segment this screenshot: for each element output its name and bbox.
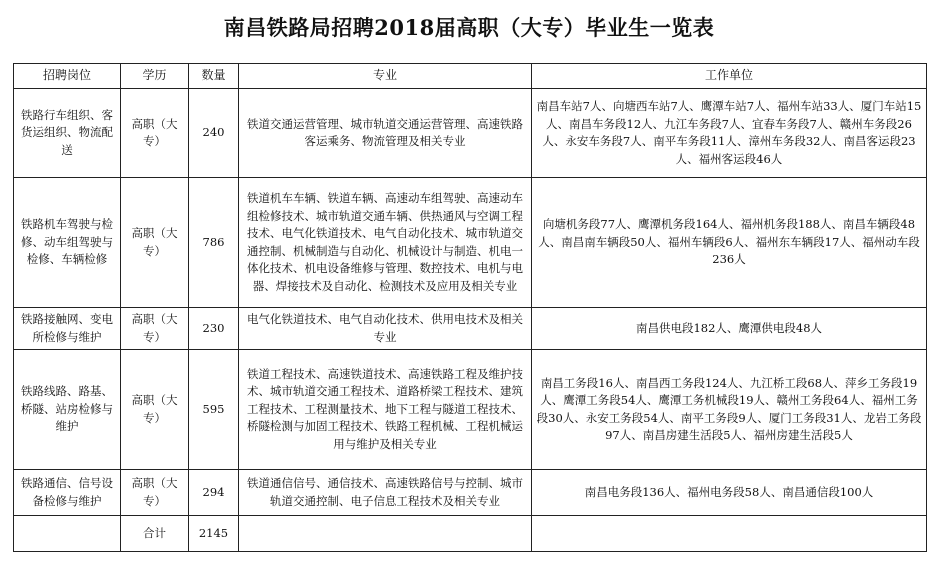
- major-cell: 电气化铁道技术、电气自动化技术、供用电技术及相关专业: [239, 308, 532, 350]
- position-cell: 铁路通信、信号设备检修与维护: [14, 470, 121, 516]
- total-row: [14, 516, 927, 552]
- education-cell: 高职（大专）: [121, 308, 189, 350]
- recruitment-table: [13, 63, 927, 552]
- total-count: 2145: [189, 516, 239, 552]
- position-cell: 铁路线路、路基、桥隧、站房检修与维护: [14, 350, 121, 470]
- page-title: 南昌铁路局招聘2018届高职（大专）毕业生一览表: [223, 15, 715, 40]
- count-cell: 230: [189, 308, 239, 350]
- position-cell: 铁路机车驾驶与检修、动车组驾驶与检修、车辆检修: [14, 178, 121, 308]
- table-row: [14, 470, 927, 516]
- table-row: [14, 178, 927, 308]
- count-cell: 595: [189, 350, 239, 470]
- table-row: [14, 350, 927, 470]
- count-cell: 786: [189, 178, 239, 308]
- table-row: [14, 308, 927, 350]
- education-cell: 高职（大专）: [121, 89, 189, 178]
- major-cell: 铁道通信信号、通信技术、高速铁路信号与控制、城市轨道交通控制、电子信息工程技术及相关专业: [239, 470, 532, 516]
- table-row: [14, 89, 927, 178]
- education-cell: 高职（大专）: [121, 470, 189, 516]
- count-cell: 240: [189, 89, 239, 178]
- unit-cell: 南昌工务段16人、南昌西工务段124人、九江桥工段68人、萍乡工务段19人、鹰潭工务段54人、鹰潭工务机械段19人、赣州工务段64人、福州工务段30人、永安工务段54人、南平工务段9人、厦门工务段31人、龙岩工务段97人、南昌房建生活段5人、福州房建生活段5人: [532, 350, 927, 470]
- major-cell: 铁道交通运营管理、城市轨道交通运营管理、高速铁路客运乘务、物流管理及相关专业: [239, 89, 532, 178]
- major-cell: 铁道机车车辆、铁道车辆、高速动车组驾驶、高速动车组检修技术、城市轨道交通车辆、供热通风与空调工程技术、电气化铁道技术、电气自动化技术、城市轨道交通控制、机械制造与自动化、机械设计与制造、机电一体化技术、机电设备维修与管理、数控技术、电机与电器、焊接技术及自动化、检测技术及应用及相关专业: [239, 178, 532, 308]
- unit-cell: 南昌供电段182人、鹰潭供电段48人: [532, 308, 927, 350]
- header-unit: 工作单位: [532, 64, 927, 89]
- unit-cell: 向塘机务段77人、鹰潭机务段164人、福州机务段188人、南昌车辆段48人、南昌南车辆段50人、福州车辆段6人、福州东车辆段17人、福州动车段236人: [532, 178, 927, 308]
- total-empty-cell: [532, 516, 927, 552]
- position-cell: 铁路行车组织、客货运组织、物流配送: [14, 89, 121, 178]
- header-count: 数量: [189, 64, 239, 89]
- count-cell: 294: [189, 470, 239, 516]
- header-major: 专业: [239, 64, 532, 89]
- education-cell: 高职（大专）: [121, 178, 189, 308]
- unit-cell: 南昌车站7人、向塘西车站7人、鹰潭车站7人、福州车站33人、厦门车站15人、南昌车务段12人、九江车务段7人、宜春车务段7人、赣州车务段26人、永安车务段7人、南平车务段11人、漳州车务段32人、南昌客运段23人、福州客运段46人: [532, 89, 927, 178]
- header-position: 招聘岗位: [14, 64, 121, 89]
- total-empty-cell: [239, 516, 532, 552]
- position-cell: 铁路接触网、变电所检修与维护: [14, 308, 121, 350]
- header-education: 学历: [121, 64, 189, 89]
- table-header-row: [14, 64, 927, 89]
- major-cell: 铁道工程技术、高速铁道技术、高速铁路工程及维护技术、城市轨道交通工程技术、道路桥梁工程技术、建筑工程技术、工程测量技术、地下工程与隧道工程技术、桥隧检测与加固工程技术、铁路工程机械、工程机械运用与维护及相关专业: [239, 350, 532, 470]
- education-cell: 高职（大专）: [121, 350, 189, 470]
- total-empty-cell: [14, 516, 121, 552]
- unit-cell: 南昌电务段136人、福州电务段58人、南昌通信段100人: [532, 470, 927, 516]
- total-label: 合计: [121, 516, 189, 552]
